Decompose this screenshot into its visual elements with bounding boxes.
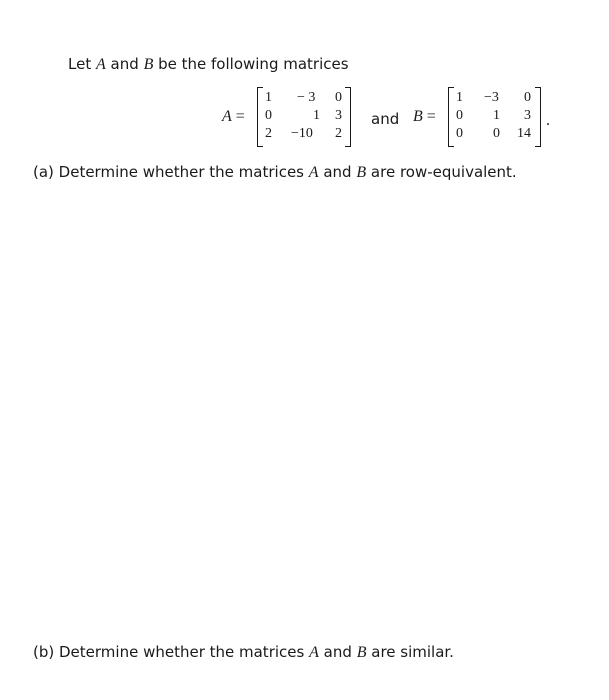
matrix-b-label: B = [413, 108, 436, 125]
part-b-and: and [323, 643, 352, 661]
matrix-b-left-bracket [448, 87, 454, 147]
connector-and: and [371, 110, 400, 128]
matrix-b-cell: 0 [524, 90, 531, 105]
matrix-b-cell: 14 [517, 126, 531, 141]
matrix-a-cell: 1 [313, 108, 320, 123]
matrix-a-right-bracket [345, 87, 351, 147]
matrix-b-cell: 3 [524, 108, 531, 123]
part-a-suffix: are row-equivalent. [370, 163, 517, 181]
matrix-b [448, 87, 541, 147]
matrix-a-left-bracket [257, 87, 263, 147]
matrix-a-cell: 2 [265, 126, 272, 141]
matrix-a-cell: −10 [291, 126, 313, 141]
matrix-a-cell: 0 [265, 108, 272, 123]
part-a-variable-a: A [308, 164, 319, 181]
matrix-b-cell: −3 [484, 90, 499, 105]
variable-a: A [95, 56, 106, 73]
matrix-b-cell: 1 [493, 108, 500, 123]
part-b-suffix: are similar. [371, 643, 454, 661]
question-part-a [33, 163, 517, 182]
variable-b: B [143, 56, 154, 73]
part-b-variable-b: B [356, 644, 367, 661]
matrix-a-cell: 2 [335, 126, 342, 141]
intro-suffix: be the following matrices [158, 55, 349, 73]
matrix-b-cell: 0 [493, 126, 500, 141]
part-a-variable-b: B [356, 164, 367, 181]
matrix-b-right-bracket [535, 87, 541, 147]
matrix-a-cell: 3 [335, 108, 342, 123]
intro-and: and [110, 55, 139, 73]
matrix-b-cell: 0 [456, 108, 463, 123]
trailing-period: . [546, 112, 550, 129]
matrix-a-cell: 1 [265, 90, 272, 105]
matrix-a-cell: − 3 [297, 90, 316, 105]
part-a-prefix: (a) Determine whether the matrices [33, 163, 304, 181]
matrix-a-cell: 0 [335, 90, 342, 105]
intro-prefix: Let [68, 55, 92, 73]
matrix-a-label: A = [222, 108, 245, 125]
matrix-a [257, 87, 351, 147]
question-part-b [33, 643, 454, 662]
matrix-b-cell: 0 [456, 126, 463, 141]
problem-statement [68, 55, 349, 74]
part-a-and: and [323, 163, 352, 181]
part-b-prefix: (b) Determine whether the matrices [33, 643, 305, 661]
matrix-b-cell: 1 [456, 90, 463, 105]
part-b-variable-a: A [309, 644, 319, 661]
